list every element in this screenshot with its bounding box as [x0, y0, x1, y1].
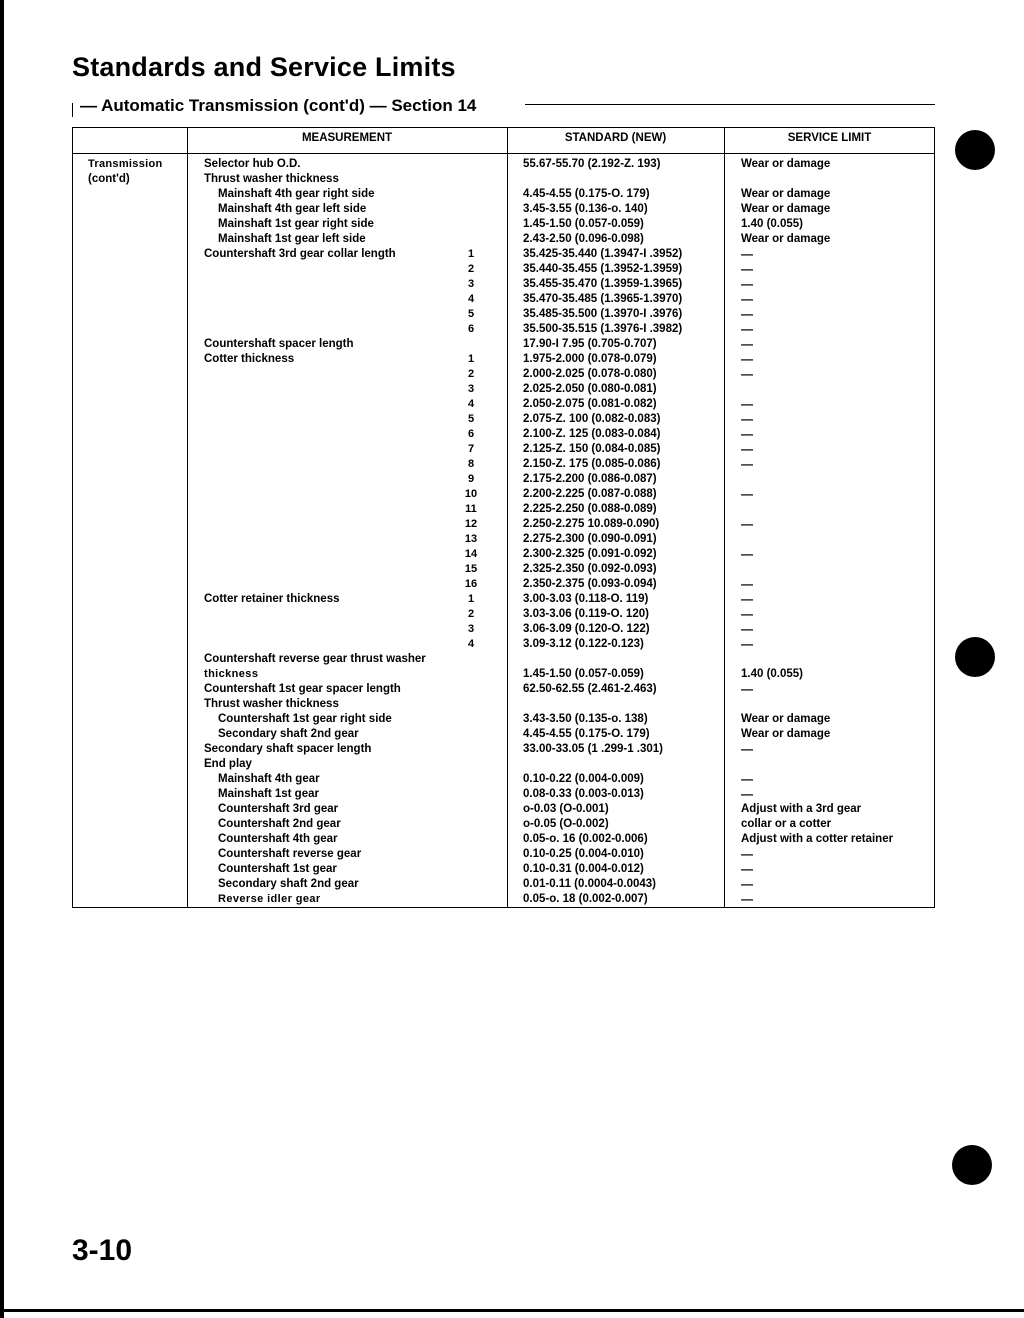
- standard-value: 35.470-35.485 (1.3965-1.3970): [523, 293, 683, 305]
- service-limit-value: —: [741, 487, 753, 501]
- standard-value: 3.06-3.09 (0.120-O. 122): [523, 623, 650, 635]
- size-number: 5: [467, 413, 475, 425]
- service-limit-value: —: [741, 682, 753, 696]
- service-limit-value: —: [741, 322, 753, 336]
- service-limit-value: Adjust with a cotter retainer: [741, 833, 894, 845]
- category-label-contd: (cont'd): [88, 173, 130, 185]
- standard-value: 4.45-4.55 (0.175-O. 179): [523, 728, 650, 740]
- standard-value: 1.45-1.50 (0.057-0.059): [523, 668, 644, 680]
- measurement-label: Thrust washer thickness: [204, 173, 339, 185]
- service-limit-value: —: [741, 517, 753, 531]
- measurement-label: thickness: [204, 668, 259, 680]
- measurement-label: Countershaft reverse gear thrust washer: [204, 653, 426, 665]
- service-limit-value: Wear or damage: [741, 158, 831, 170]
- size-number: 7: [467, 443, 475, 455]
- size-number: 4: [467, 638, 475, 650]
- service-limit-value: —: [741, 397, 753, 411]
- standard-value: 35.425-35.440 (1.3947-I .3952): [523, 248, 683, 260]
- service-limit-value: —: [741, 622, 753, 636]
- standard-value: 33.00-33.05 (1 .299-1 .301): [523, 743, 664, 755]
- service-limit-value: Wear or damage: [741, 203, 831, 215]
- standard-value: o-0.05 (O-0.002): [523, 818, 609, 830]
- service-limit-value: —: [741, 772, 753, 786]
- size-number: 2: [467, 608, 475, 620]
- measurement-label: Countershaft 1st gear right side: [218, 713, 392, 725]
- binder-hole: [952, 1145, 992, 1185]
- binder-hole: [955, 130, 995, 170]
- standard-value: 2.150-Z. 175 (0.085-0.086): [523, 458, 661, 470]
- service-limit-value: —: [741, 547, 753, 561]
- service-limit-value: —: [741, 412, 753, 426]
- size-number: 10: [464, 488, 478, 500]
- measurement-label: Selector hub O.D.: [204, 158, 301, 170]
- size-number: 5: [467, 308, 475, 320]
- column-divider: [724, 127, 725, 908]
- service-limit-value: —: [741, 742, 753, 756]
- service-limit-value: Wear or damage: [741, 188, 831, 200]
- measurement-label: Mainshaft 4th gear: [218, 773, 320, 785]
- measurement-label: Mainshaft 1st gear right side: [218, 218, 374, 230]
- service-limit-value: Wear or damage: [741, 713, 831, 725]
- service-limit-value: —: [741, 277, 753, 291]
- service-limit-value: Wear or damage: [741, 728, 831, 740]
- service-limit-value: —: [741, 877, 753, 891]
- header-rule: [525, 104, 935, 105]
- standard-value: 17.90-I 7.95 (0.705-0.707): [523, 338, 657, 350]
- standard-value: 2.275-2.300 (0.090-0.091): [523, 533, 657, 545]
- measurement-label: Cotter thickness: [204, 353, 295, 365]
- service-limit-value: —: [741, 367, 753, 381]
- measurement-label: Countershaft 4th gear: [218, 833, 338, 845]
- standard-value: 62.50-62.55 (2.461-2.463): [523, 683, 657, 695]
- measurement-label: Countershaft 3rd gear collar length: [204, 248, 396, 260]
- size-number: 14: [464, 548, 478, 560]
- measurement-label: Countershaft spacer length: [204, 338, 354, 350]
- measurement-label: Mainshaft 4th gear left side: [218, 203, 367, 215]
- service-limit-value: —: [741, 592, 753, 606]
- standard-value: 2.325-2.350 (0.092-0.093): [523, 563, 657, 575]
- size-number: 4: [467, 293, 475, 305]
- standard-value: 2.175-2.200 (0.086-0.087): [523, 473, 657, 485]
- standard-value: 1.975-2.000 (0.078-0.079): [523, 353, 657, 365]
- standard-value: 35.455-35.470 (1.3959-1.3965): [523, 278, 683, 290]
- standard-value: 2.225-2.250 (0.088-0.089): [523, 503, 657, 515]
- size-number: 11: [465, 503, 477, 515]
- measurement-label: Countershaft 1st gear: [218, 863, 337, 875]
- measurement-label: Countershaft 2nd gear: [218, 818, 341, 830]
- standard-value: 3.09-3.12 (0.122-0.123): [523, 638, 644, 650]
- service-limit-value: —: [741, 892, 753, 906]
- standard-value: 0.08-0.33 (0.003-0.013): [523, 788, 644, 800]
- service-limit-value: —: [741, 577, 753, 591]
- header-row-divider: [72, 153, 935, 154]
- bottom-margin-rule: [0, 1309, 1024, 1312]
- service-limit-value: Adjust with a 3rd gear: [741, 803, 862, 815]
- measurement-label: Mainshaft 4th gear right side: [218, 188, 375, 200]
- service-limit-value: —: [741, 352, 753, 366]
- service-limit-value: collar or a cotter: [741, 818, 832, 830]
- measurement-label: Thrust washer thickness: [204, 698, 339, 710]
- service-limit-value: 1.40 (0.055): [741, 668, 804, 680]
- standard-value: 35.440-35.455 (1.3952-1.3959): [523, 263, 683, 275]
- size-number: 12: [464, 518, 478, 530]
- standard-value: 0.01-0.11 (0.0004-0.0043): [523, 878, 656, 890]
- standard-value: 0.05-o. 16 (0.002-0.006): [523, 833, 648, 845]
- service-limit-value: —: [741, 427, 753, 441]
- size-number: 4: [467, 398, 475, 410]
- standard-value: 2.075-Z. 100 (0.082-0.083): [523, 413, 661, 425]
- service-limit-header: SERVICE LIMIT: [787, 132, 872, 144]
- standard-value: 0.10-0.31 (0.004-0.012): [523, 863, 644, 875]
- service-limit-value: —: [741, 637, 753, 651]
- size-number: 1: [467, 593, 475, 605]
- section-header: — Automatic Transmission (cont'd) — Section 14: [80, 96, 477, 115]
- measurement-label: Secondary shaft spacer length: [204, 743, 372, 755]
- service-limit-value: —: [741, 787, 753, 801]
- service-limit-value: —: [741, 442, 753, 456]
- service-limit-value: Wear or damage: [741, 233, 831, 245]
- standard-value: 3.43-3.50 (0.135-o. 138): [523, 713, 648, 725]
- size-number: 1: [467, 353, 475, 365]
- size-number: 3: [467, 278, 475, 290]
- size-number: 16: [464, 578, 478, 590]
- standard-value: 2.350-2.375 (0.093-0.094): [523, 578, 657, 590]
- standard-value: o-0.03 (O-0.001): [523, 803, 609, 815]
- standard-value: 2.125-Z. 150 (0.084-0.085): [523, 443, 661, 455]
- standard-value: 0.10-0.22 (0.004-0.009): [523, 773, 644, 785]
- standard-value: 2.200-2.225 (0.087-0.088): [523, 488, 657, 500]
- binder-hole: [955, 637, 995, 677]
- standard-value: 3.00-3.03 (0.118-O. 119): [523, 593, 649, 605]
- standard-value: 0.05-o. 18 (0.002-0.007): [523, 893, 648, 905]
- standard-value: 2.43-2.50 (0.096-0.098): [523, 233, 644, 245]
- size-number: 3: [467, 383, 475, 395]
- service-limit-value: 1.40 (0.055): [741, 218, 804, 230]
- page-number: 3-10: [72, 1234, 133, 1267]
- service-limit-value: —: [741, 262, 753, 276]
- column-divider: [507, 127, 508, 908]
- standard-value: 3.45-3.55 (0.136-o. 140): [523, 203, 648, 215]
- measurement-label: Countershaft 3rd gear: [218, 803, 339, 815]
- size-number: 3: [467, 623, 475, 635]
- service-limit-value: —: [741, 457, 753, 471]
- standard-value: 2.025-2.050 (0.080-0.081): [523, 383, 657, 395]
- service-limit-value: —: [741, 292, 753, 306]
- standard-value: 2.250-2.275 10.089-0.090): [523, 518, 660, 530]
- standard-value: 3.03-3.06 (0.119-O. 120): [523, 608, 649, 620]
- header-tick: [72, 103, 73, 117]
- page-title: Standards and Service Limits: [72, 52, 456, 82]
- measurement-label: Cotter retainer thickness: [204, 593, 340, 605]
- size-number: 2: [467, 368, 475, 380]
- measurement-header: MEASUREMENT: [301, 132, 393, 144]
- column-divider: [187, 127, 188, 908]
- size-number: 2: [467, 263, 475, 275]
- measurement-label: Mainshaft 1st gear: [218, 788, 319, 800]
- service-limit-value: —: [741, 247, 753, 261]
- size-number: 13: [464, 533, 478, 545]
- standard-value: 2.050-2.075 (0.081-0.082): [523, 398, 657, 410]
- standard-header: STANDARD (NEW): [564, 132, 667, 144]
- size-number: 8: [467, 458, 475, 470]
- measurement-label: Secondary shaft 2nd gear: [218, 878, 359, 890]
- service-limit-value: —: [741, 847, 753, 861]
- service-limit-value: —: [741, 862, 753, 876]
- standard-value: 2.000-2.025 (0.078-0.080): [523, 368, 657, 380]
- standard-value: 55.67-55.70 (2.192-Z. 193): [523, 158, 661, 170]
- measurement-label: Countershaft reverse gear: [218, 848, 362, 860]
- size-number: 15: [464, 563, 478, 575]
- standard-value: 2.300-2.325 (0.091-0.092): [523, 548, 657, 560]
- service-limit-value: —: [741, 307, 753, 321]
- standard-value: 35.485-35.500 (1.3970-I .3976): [523, 308, 683, 320]
- measurement-label: Mainshaft 1st gear left side: [218, 233, 366, 245]
- standard-value: 35.500-35.515 (1.3976-I .3982): [523, 323, 683, 335]
- left-margin-rule: [0, 0, 4, 1318]
- measurement-label: End play: [204, 758, 252, 770]
- measurement-label: Reverse idler gear: [218, 893, 321, 905]
- standard-value: 1.45-1.50 (0.057-0.059): [523, 218, 644, 230]
- standard-value: 4.45-4.55 (0.175-O. 179): [523, 188, 650, 200]
- size-number: 1: [467, 248, 475, 260]
- size-number: 6: [467, 323, 475, 335]
- service-limit-value: —: [741, 607, 753, 621]
- category-label: Transmission: [88, 158, 163, 170]
- service-limit-value: —: [741, 337, 753, 351]
- size-number: 9: [467, 473, 475, 485]
- measurement-label: Secondary shaft 2nd gear: [218, 728, 359, 740]
- standard-value: 0.10-0.25 (0.004-0.010): [523, 848, 644, 860]
- standard-value: 2.100-Z. 125 (0.083-0.084): [523, 428, 661, 440]
- measurement-label: Countershaft 1st gear spacer length: [204, 683, 401, 695]
- size-number: 6: [467, 428, 475, 440]
